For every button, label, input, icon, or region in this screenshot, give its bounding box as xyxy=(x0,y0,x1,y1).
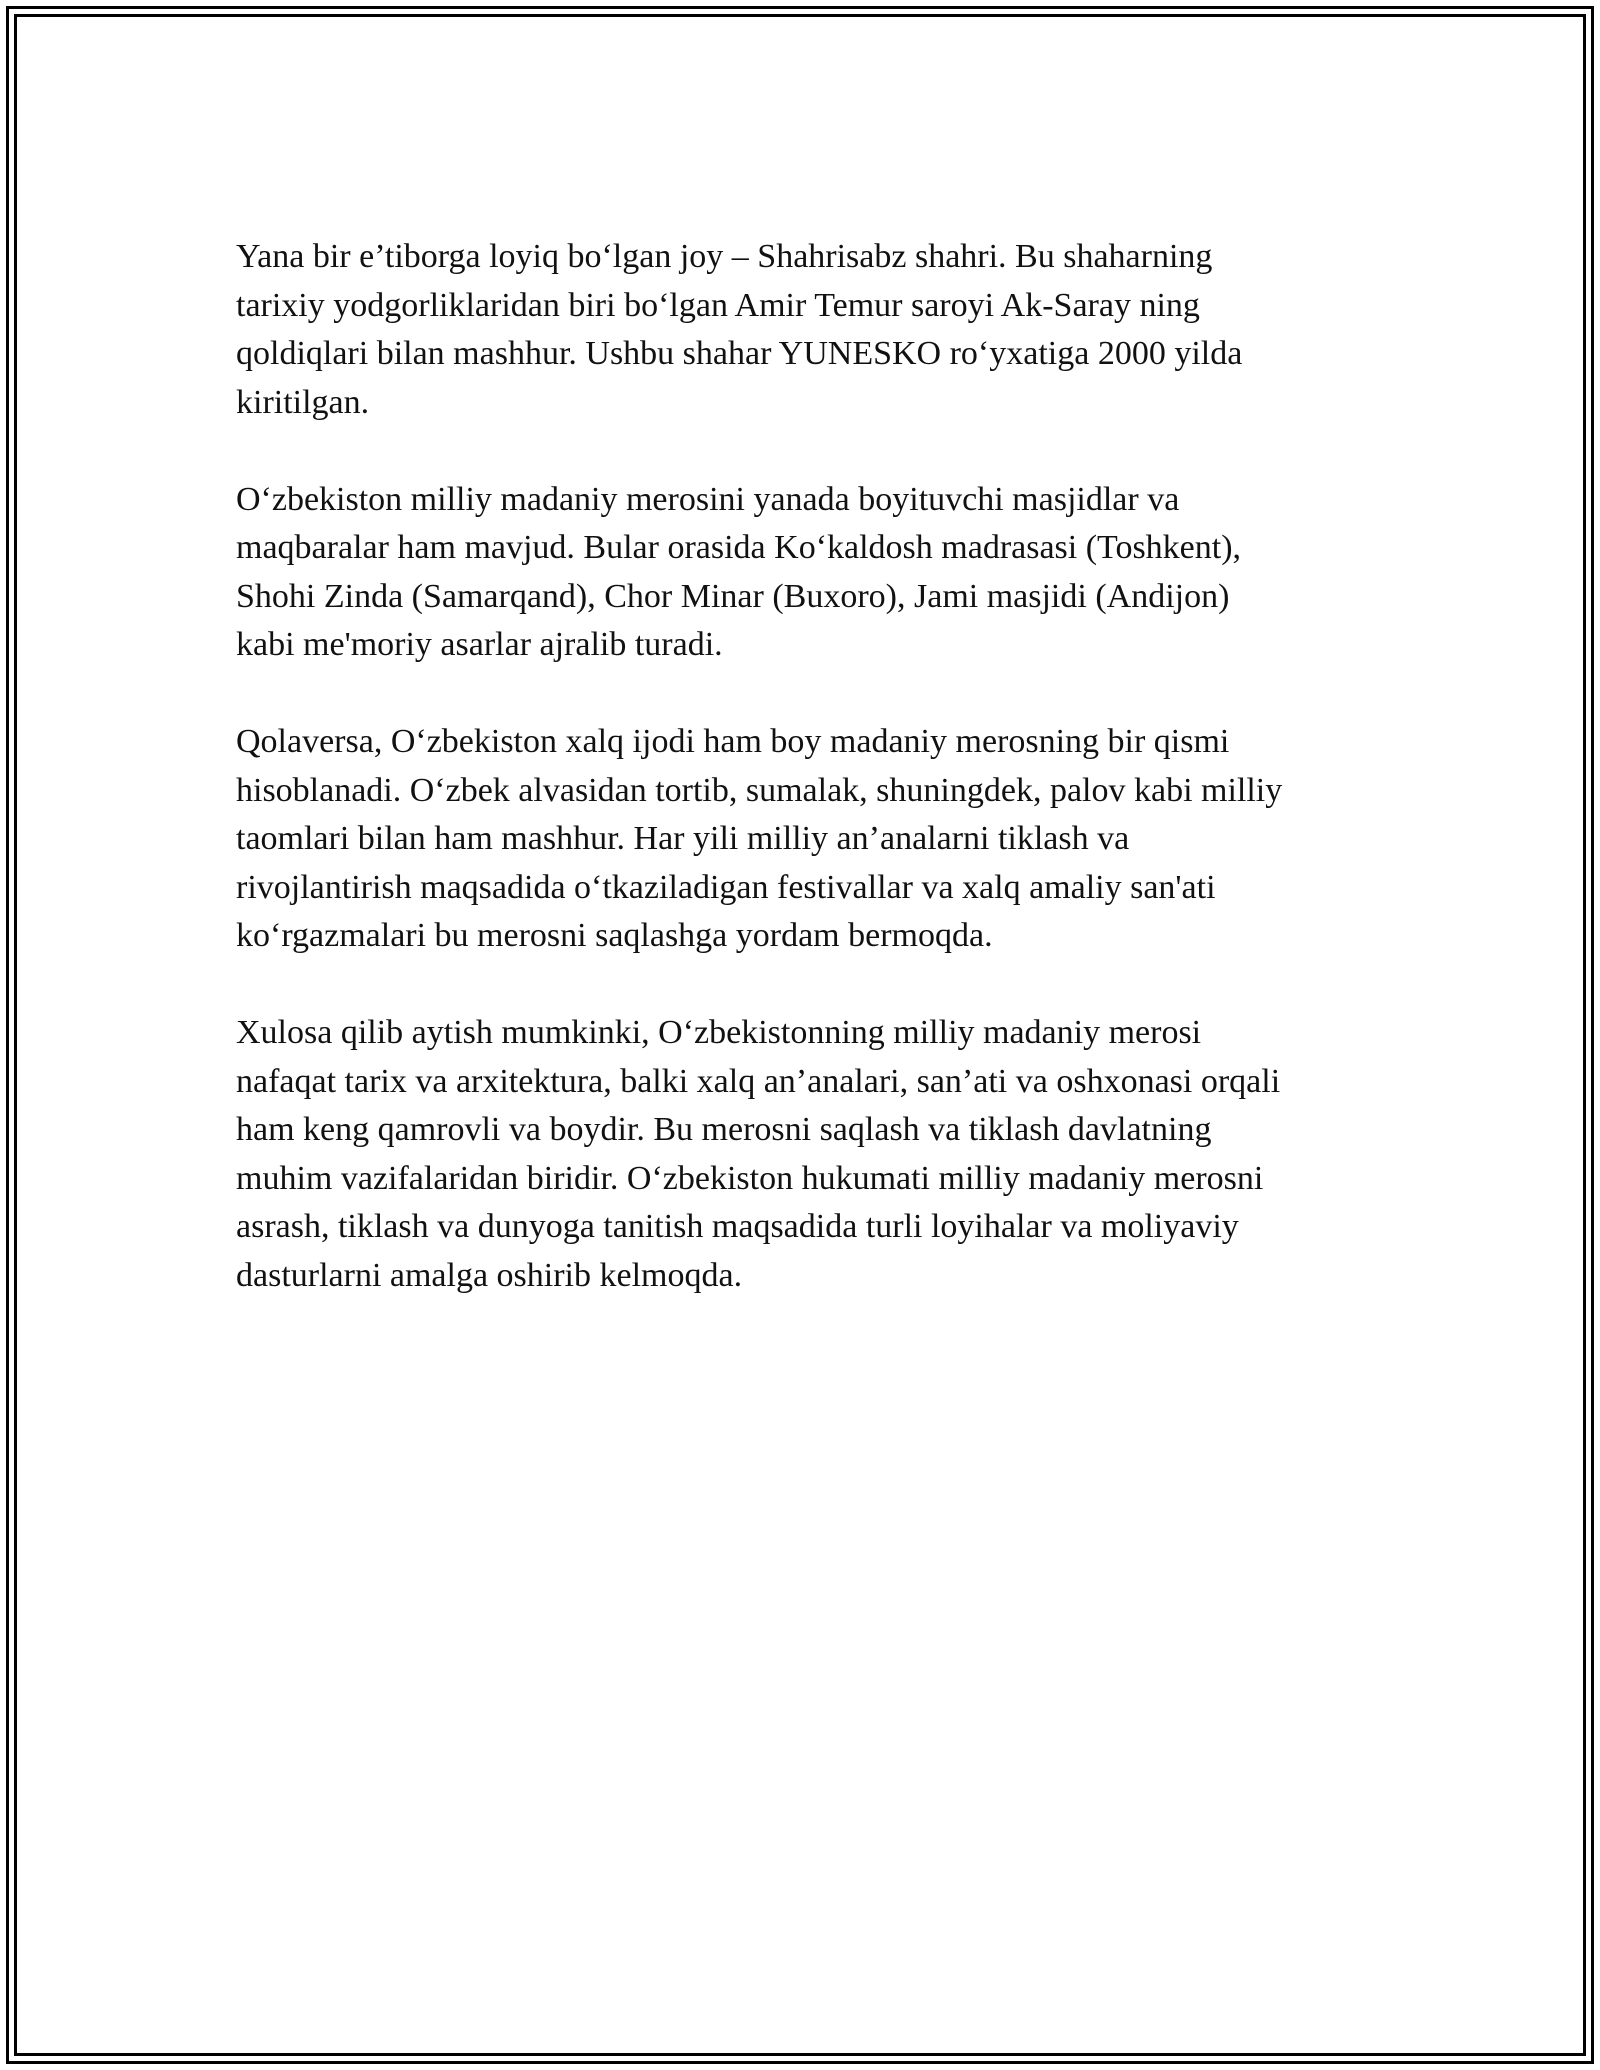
paragraph-shahrisabz: Yana bir e’tiborga loyiq bo‘lgan joy – Shahrisabz shahri. Bu shaharning tarixiy yodgorliklaridan biri bo‘lgan Amir Temur saroyi Ak-Saray ning qoldiqlari bilan mashhur. Ushbu shahar YUNESKO ro‘yxatiga 2000 yilda kiritilgan. xyxy=(236,238,1243,421)
document-body xyxy=(236,233,1386,1349)
paragraph-conclusion: Xulosa qilib aytish mumkinki, O‘zbekistonning milliy madaniy merosi nafaqat tarix va arxitektura, balki xalq an’analari, san’ati va oshxonasi orqali ham keng qamrovli va boydir. Bu merosni saqlash va tiklash davlatning muhim vazifalaridan biridir. O‘zbekiston hukumati milliy madaniy merosni asrash, tiklash va dunyoga tanitish maqsadida turli loyihalar va moliyaviy dasturlarni amalga oshirib kelmoqda. xyxy=(236,1014,1281,1294)
paragraph-folk-art: Qolaversa, O‘zbekiston xalq ijodi ham boy madaniy merosning bir qismi hisoblanadi. O‘zbek alvasidan tortib, sumalak, shuningdek, palov kabi milliy taomlari bilan ham mashhur. Har yili milliy an’analarni tiklash va rivojlantirish maqsadida o‘tkaziladigan festivallar va xalq amaliy san'ati ko‘rgazmalari bu merosni saqlashga yordam bermoqda. xyxy=(236,723,1283,954)
paragraph-mosques-mausoleums: O‘zbekiston milliy madaniy merosini yanada boyituvchi masjidlar va maqbaralar ham mavjud. Bular orasida Ko‘kaldosh madrasasi (Toshkent), Shohi Zinda (Samarqand), Chor Minar (Buxoro), Jami masjidi (Andijon) kabi me'moriy asarlar ajralib turadi. xyxy=(236,480,1242,663)
